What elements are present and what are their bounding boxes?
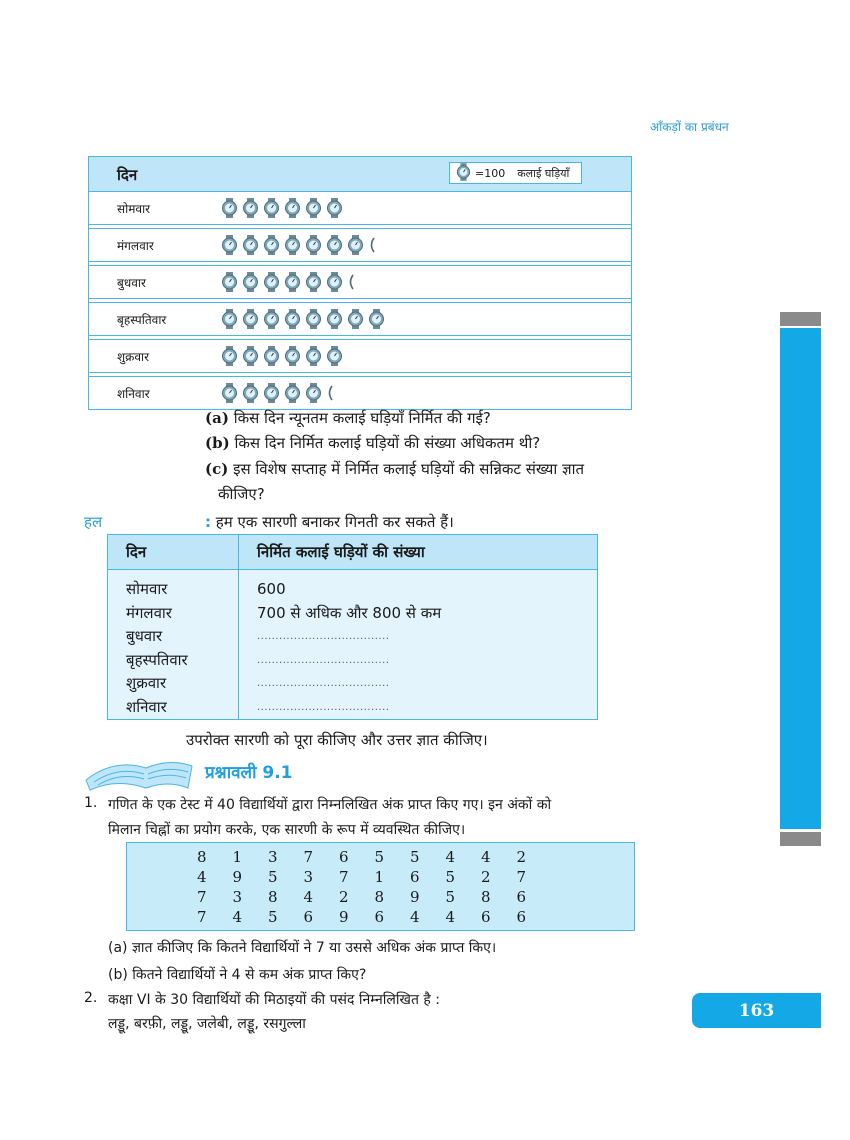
legend-text: कलाई घड़ियाँ xyxy=(517,166,570,180)
mark-value: 4 xyxy=(232,908,243,926)
mark-value: 9 xyxy=(410,888,420,906)
count-value: .................................... xyxy=(257,654,390,666)
pictograph-day: बुधवार xyxy=(117,275,146,290)
count-table-body xyxy=(108,570,597,719)
pictograph-day: शनिवार xyxy=(117,386,150,401)
watch-icon xyxy=(221,309,238,329)
book-icon xyxy=(84,752,194,796)
mark-value: 3 xyxy=(232,888,243,906)
watch-icon xyxy=(242,198,259,218)
watch-icon xyxy=(326,235,343,255)
mark-value: 7 xyxy=(339,868,349,886)
count-day: शनिवार xyxy=(126,697,167,716)
q2-line-1: कक्षा VI के 30 विद्यार्थियों की मिठाइयों की पसंद निम्नलिखित है : xyxy=(108,992,441,1008)
legend-value: =100 xyxy=(475,166,506,180)
q2-line-2: लड्डू, बरफ़ी, लड्डू, जलेबी, लड्डू, रसगुल्ला xyxy=(108,1016,306,1032)
mark-value: 4 xyxy=(303,888,314,906)
mark-value: 2 xyxy=(481,868,491,886)
mark-value: 5 xyxy=(268,908,278,926)
mark-value: 4 xyxy=(445,908,456,926)
pictograph-row xyxy=(89,265,631,299)
mark-value: 3 xyxy=(268,848,278,866)
pictograph-row xyxy=(89,192,631,225)
mark-value: 4 xyxy=(481,848,491,866)
watch-icon xyxy=(284,383,301,403)
watch-icon xyxy=(305,383,322,403)
mark-value: 6 xyxy=(516,888,527,906)
count-day: बृहस्पतिवार xyxy=(126,650,188,669)
solution-text-line xyxy=(205,512,454,532)
pictograph-row xyxy=(89,302,631,336)
mark-value: 5 xyxy=(445,888,456,906)
question-c-text-1: इस विशेष सप्ताह में निर्मित कलाई घड़ियों की सन्निकट संख्या ज्ञात xyxy=(233,460,585,478)
mark-value: 2 xyxy=(339,888,349,906)
question-a xyxy=(205,408,491,428)
watch-icon xyxy=(305,309,322,329)
complete-note: उपरोक्त सारणी को पूरा कीजिए और उत्तर ज्ञात कीजिए। xyxy=(186,731,488,749)
count-value: .................................... xyxy=(257,631,390,642)
solution-colon: : xyxy=(205,513,211,531)
watch-icon xyxy=(326,309,343,329)
mark-value: 8 xyxy=(197,848,207,866)
half-watch-icon xyxy=(347,272,356,292)
watch-icon xyxy=(284,309,301,329)
mark-value: 8 xyxy=(268,888,278,906)
question-c-label: (c) xyxy=(205,460,229,478)
q1a-text: (a) ज्ञात कीजिए कि कितने विद्यार्थियों ने 7 या उससे अधिक अंक प्राप्त किए। xyxy=(108,940,497,956)
mark-value: 6 xyxy=(481,908,491,926)
watch-icon xyxy=(284,346,301,366)
count-value: .................................... xyxy=(257,678,390,689)
watch-icon xyxy=(263,383,280,403)
watch-icon xyxy=(221,272,238,292)
count-day: शुक्रवार xyxy=(126,674,167,692)
watch-icon xyxy=(347,235,364,255)
watch-icon xyxy=(221,235,238,255)
count-value: .................................... xyxy=(257,701,390,713)
watch-icon xyxy=(263,309,280,329)
watch-icon xyxy=(326,198,343,218)
watch-icon xyxy=(284,198,301,218)
solution-text: हम एक सारणी बनाकर गिनती कर सकते हैं। xyxy=(215,513,454,531)
pictograph-day: मंगलवार xyxy=(117,238,154,253)
watch-icon xyxy=(221,346,238,366)
running-head: आँकड़ों का प्रबंधन xyxy=(650,120,729,134)
watch-icon xyxy=(305,198,322,218)
mark-value: 4 xyxy=(410,908,420,926)
solution-label: हल xyxy=(84,513,103,531)
watch-icon xyxy=(347,309,364,329)
watch-icon xyxy=(284,272,301,292)
question-a-text: किस दिन न्यूनतम कलाई घड़ियाँ निर्मित की गई? xyxy=(233,409,491,427)
mark-value: 9 xyxy=(339,908,349,926)
question-c xyxy=(205,459,584,479)
watch-icon xyxy=(456,163,471,184)
count-value: 700 से अधिक और 800 से कम xyxy=(257,603,442,622)
watch-icon xyxy=(221,198,238,218)
mark-value: 3 xyxy=(303,868,314,886)
watch-icon xyxy=(242,235,259,255)
half-watch-icon xyxy=(368,235,377,255)
pictograph-day-label: दिन xyxy=(117,166,138,184)
mark-value: 5 xyxy=(374,848,385,866)
count-day: सोमवार xyxy=(126,580,168,598)
pictograph-row xyxy=(89,228,631,262)
pictograph-day: शुक्रवार xyxy=(117,349,150,364)
watch-icon xyxy=(305,235,322,255)
pictograph-icons xyxy=(221,198,343,218)
watch-icon xyxy=(221,383,238,403)
watch-icon xyxy=(242,346,259,366)
page-number: 163 xyxy=(692,993,821,1028)
pictograph-icons xyxy=(221,346,343,366)
mark-value: 9 xyxy=(232,868,243,886)
mark-value: 4 xyxy=(197,868,207,886)
watch-icon xyxy=(305,272,322,292)
count-value: 600 xyxy=(257,580,286,598)
side-tab xyxy=(780,328,821,829)
mark-value: 1 xyxy=(374,868,385,886)
question-a-label: (a) xyxy=(205,409,229,427)
count-day: बुधवार xyxy=(126,627,163,645)
count-col2-header: निर्मित कलाई घड़ियों की संख्या xyxy=(257,543,425,561)
marks-box xyxy=(126,842,635,931)
mark-value: 7 xyxy=(197,888,207,906)
pictograph-icons xyxy=(221,272,356,292)
half-watch-icon xyxy=(326,383,335,403)
exercise-title: प्रश्नावली 9.1 xyxy=(205,763,293,783)
mark-value: 5 xyxy=(268,868,278,886)
marks-grid xyxy=(197,848,552,926)
watch-icon xyxy=(326,346,343,366)
pictograph-row xyxy=(89,339,631,373)
mark-value: 4 xyxy=(445,848,456,866)
pictograph-legend xyxy=(449,162,582,184)
question-b xyxy=(205,433,540,453)
watch-icon xyxy=(242,383,259,403)
pictograph-day: बृहस्पतिवार xyxy=(117,312,167,327)
question-b-text: किस दिन निर्मित कलाई घड़ियों की संख्या अधिकतम थी? xyxy=(234,434,541,452)
mark-value: 2 xyxy=(516,848,527,866)
mark-value: 8 xyxy=(481,888,491,906)
watch-icon xyxy=(305,346,322,366)
watch-icon xyxy=(326,272,343,292)
watch-icon xyxy=(242,309,259,329)
mark-value: 8 xyxy=(374,888,385,906)
pictograph-icons xyxy=(221,383,335,403)
pictograph-icons xyxy=(221,309,385,329)
watch-icon xyxy=(263,346,280,366)
mark-value: 6 xyxy=(410,868,420,886)
q1-line-2: मिलान चिह्नों का प्रयोग करके, एक सारणी के रूप में व्यवस्थित कीजिए। xyxy=(108,822,466,838)
watch-icon xyxy=(242,272,259,292)
question-b-label: (b) xyxy=(205,434,230,452)
mark-value: 5 xyxy=(445,868,456,886)
watch-icon xyxy=(368,309,385,329)
q1-line-1: गणित के एक टेस्ट में 40 विद्यार्थियों द्वारा निम्नलिखित अंक प्राप्त किए गए। इन अंकों को xyxy=(108,797,552,813)
mark-value: 6 xyxy=(303,908,314,926)
side-tab-bottom xyxy=(780,832,821,846)
mark-value: 1 xyxy=(232,848,243,866)
watch-icon xyxy=(263,198,280,218)
mark-value: 7 xyxy=(516,868,527,886)
mark-value: 6 xyxy=(339,848,349,866)
q1-number: 1. xyxy=(84,795,98,811)
mark-value: 5 xyxy=(410,848,420,866)
pictograph-icons xyxy=(221,235,377,255)
mark-value: 6 xyxy=(516,908,527,926)
pictograph-day: सोमवार xyxy=(117,201,151,216)
mark-value: 6 xyxy=(374,908,385,926)
count-table-header xyxy=(108,535,597,570)
count-col1-header: दिन xyxy=(108,535,239,569)
question-c-text-2: कीजिए? xyxy=(218,485,265,503)
watch-icon xyxy=(284,235,301,255)
q2-number: 2. xyxy=(84,990,98,1006)
pictograph-header xyxy=(89,157,631,192)
count-values-column xyxy=(239,570,441,719)
side-tab-top xyxy=(780,312,821,326)
pictograph-row xyxy=(89,376,631,409)
mark-value: 7 xyxy=(303,848,314,866)
watch-icon xyxy=(263,272,280,292)
count-day: मंगलवार xyxy=(126,603,172,622)
mark-value: 7 xyxy=(197,908,207,926)
count-days-column xyxy=(108,570,239,719)
q1b-text: (b) कितने विद्यार्थियों ने 4 से कम अंक प्राप्त किए? xyxy=(108,967,367,983)
count-table xyxy=(107,534,598,720)
watch-icon xyxy=(263,235,280,255)
pictograph-table xyxy=(88,156,632,410)
